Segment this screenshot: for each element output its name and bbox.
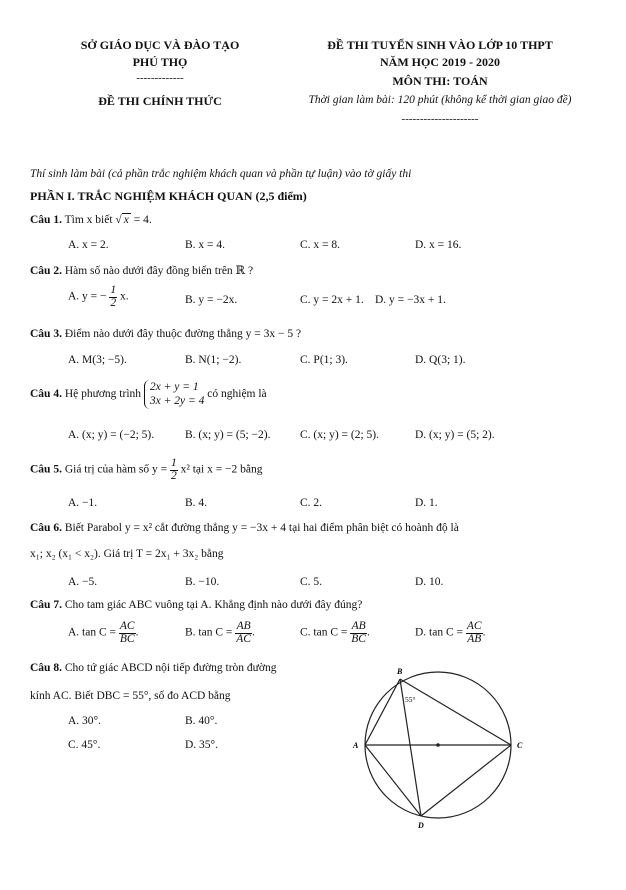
- q7-option-a: A. tan C = $\frac{AC}{BC}$ .: [68, 620, 139, 645]
- right-divider: ---------------------: [401, 113, 479, 125]
- q7-option-b: B. tan C = $\frac{AB}{AC}$ .: [185, 620, 255, 645]
- q4-text: Hệ phương trình: [64, 388, 142, 401]
- q5-option-a: A. −1.: [68, 497, 98, 509]
- q3-option-d: D. Q(3; 1).: [415, 354, 466, 366]
- q4-tail: có nghiệm là: [207, 388, 267, 401]
- q7-b-pre: B. tan C =: [185, 626, 233, 639]
- question-3: [30, 328, 301, 340]
- q2-option-b: B. y = −2x.: [185, 294, 238, 306]
- q4-option-d: D. (x; y) = (5; 2).: [415, 429, 495, 441]
- q6-text1: Biết Parabol y = x² cắt đường thẳng y = −3x + 4 tại hai điểm phân biệt có hoành độ là: [64, 522, 459, 534]
- q3-text: Điểm nào dưới đây thuộc đường thẳng y = 3x − 5 ?: [64, 328, 302, 340]
- label-b: B: [397, 667, 403, 676]
- q7-option-c: C. tan C = $\frac{AB}{BC}$ .: [300, 620, 370, 645]
- left-divider: -------------: [136, 72, 184, 84]
- q4-eq1: 2x + y = 1: [149, 381, 199, 393]
- q7-text: Cho tam giác ABC vuông tại A. Khẳng định nào dưới đây đúng?: [64, 599, 363, 611]
- q1-option-c: C. x = 8.: [300, 239, 341, 251]
- question-1: Câu 1. Tìm x biết √ x = 4.: [30, 214, 152, 226]
- q4-option-c: C. (x; y) = (2; 5).: [300, 429, 379, 441]
- q8-option-c: C. 45°.: [68, 739, 101, 751]
- q4-eq2: 3x + 2y = 4: [149, 395, 205, 408]
- question-7: [30, 599, 362, 611]
- q8-option-b: B. 40°.: [185, 715, 218, 727]
- q6-option-d: D. 10.: [415, 576, 444, 588]
- segment-ab: [365, 679, 400, 745]
- province-name: PHÚ THỌ: [132, 55, 188, 69]
- q5-label: Câu 5.: [30, 463, 62, 476]
- q6-label: Câu 6.: [30, 522, 62, 534]
- q7-c-den: BC: [351, 632, 366, 645]
- q2-label: Câu 2.: [30, 265, 62, 277]
- q1-option-a: A. x = 2.: [68, 239, 109, 251]
- q2-option-c: C. y = 2x + 1.: [300, 294, 364, 306]
- q5-den: 2: [171, 469, 177, 482]
- q1-tail: = 4.: [133, 214, 152, 226]
- q8-option-a: A. 30°.: [68, 715, 102, 727]
- q1-option-b: B. x = 4.: [185, 239, 226, 251]
- question-6: [30, 522, 459, 534]
- segment-ad: [365, 745, 421, 816]
- instruction: Thí sinh làm bài (cả phần trắc nghiệm khách quan và phần tự luận) vào tờ giấy thi: [30, 168, 412, 180]
- question-8: [30, 662, 277, 674]
- segment-bc: [400, 679, 511, 745]
- school-year: NĂM HỌC 2019 - 2020: [380, 55, 500, 69]
- q1-option-d: D. x = 16.: [415, 239, 462, 251]
- q2-option-a-post: x.: [120, 290, 129, 303]
- q7-option-d: D. tan C = $\frac{AC}{AB}$ .: [415, 620, 486, 645]
- q2-option-d: D. y = −3x + 1.: [375, 294, 446, 306]
- q5-text: Giá trị của hàm số y =: [64, 463, 168, 476]
- q6-text2: x₁; x₂ (x₁ < x₂). Giá trị T = 2x₁ + 3x₂ bằng: [30, 548, 224, 560]
- exam-title: ĐỀ THI TUYỂN SINH VÀO LỚP 10 THPT: [327, 38, 553, 52]
- q2-option-a-fraction: [109, 285, 117, 309]
- q5-option-d: D. 1.: [415, 497, 438, 509]
- q7-c-pre: C. tan C =: [300, 626, 348, 639]
- question-8-line2: [30, 690, 231, 702]
- q7-a-den: BC: [119, 632, 135, 645]
- q5-num: 1: [171, 457, 177, 469]
- q1-text: Tìm x biết: [64, 214, 113, 226]
- q5-fraction: [170, 458, 178, 482]
- q2-text: Hàm số nào dưới đây đồng biến trên ℝ ?: [64, 265, 254, 277]
- part1-title: PHẦN I. TRẮC NGHIỆM KHÁCH QUAN (2,5 điểm): [30, 189, 307, 203]
- q7-a-fraction: [119, 621, 136, 645]
- q6-option-b: B. −10.: [185, 576, 220, 588]
- q4-system: [144, 380, 204, 409]
- q7-d-pre: D. tan C =: [415, 626, 464, 639]
- q3-label: Câu 3.: [30, 328, 62, 340]
- label-c: C: [517, 741, 523, 750]
- q7-a-pre: A. tan C =: [68, 626, 117, 639]
- q7-c-num: AB: [351, 620, 366, 632]
- q1-label: Câu 1.: [30, 214, 62, 226]
- question-4: [30, 380, 267, 409]
- label-a: A: [353, 741, 359, 750]
- q7-label: Câu 7.: [30, 599, 62, 611]
- q7-d-fraction: [466, 621, 483, 645]
- q7-d-num: AC: [466, 620, 482, 632]
- q5-mid: x² tại x = −2 bằng: [180, 463, 263, 476]
- q7-a-num: AC: [119, 620, 135, 632]
- q4-label: Câu 4.: [30, 388, 62, 401]
- q7-b-den: AC: [236, 632, 251, 645]
- q2-a-den: 2: [110, 296, 117, 309]
- q6-option-a: A. −5.: [68, 576, 98, 588]
- q2-option-a: [68, 285, 129, 309]
- q3-option-c: C. P(1; 3).: [300, 354, 348, 366]
- question-5: [30, 458, 263, 482]
- subject: MÔN THI: TOÁN: [392, 74, 488, 88]
- q3-option-b: B. N(1; −2).: [185, 354, 242, 366]
- circle-figure: [345, 660, 545, 840]
- q8-text2: kính AC. Biết DBC = 55°, số đo ACD bằng: [30, 690, 231, 702]
- question-6-line2: [30, 548, 224, 560]
- q8-option-d: D. 35°.: [185, 739, 219, 751]
- q3-option-a: A. M(3; −5).: [68, 354, 127, 366]
- q5-option-b: B. 4.: [185, 497, 208, 509]
- q7-b-fraction: [235, 621, 252, 645]
- q1-sqrt: x: [123, 214, 129, 226]
- center-point: [436, 743, 440, 747]
- angle-label: 55°: [405, 695, 416, 704]
- q2-option-a-pre: A. y = −: [68, 290, 107, 303]
- exam-duration: Thời gian làm bài: 120 phút (không kể thời gian giao đề): [308, 94, 572, 106]
- q4-option-a: A. (x; y) = (−2; 5).: [68, 429, 155, 441]
- label-d: D: [418, 821, 424, 830]
- q4-option-b: B. (x; y) = (5; −2).: [185, 429, 271, 441]
- q7-b-num: AB: [236, 620, 251, 632]
- official-exam-label: ĐỀ THI CHÍNH THỨC: [98, 94, 222, 108]
- question-2: [30, 263, 253, 277]
- q6-option-c: C. 5.: [300, 576, 323, 588]
- q7-d-den: AB: [467, 632, 482, 645]
- q8-label: Câu 8.: [30, 662, 62, 674]
- q8-text1: Cho tứ giác ABCD nội tiếp đường tròn đường: [64, 662, 277, 674]
- q7-c-fraction: [350, 621, 367, 645]
- department-name: SỞ GIÁO DỤC VÀ ĐÀO TẠO: [80, 38, 240, 52]
- q5-option-c: C. 2.: [300, 497, 323, 509]
- segment-cd: [421, 745, 511, 816]
- q2-a-num: 1: [110, 284, 117, 296]
